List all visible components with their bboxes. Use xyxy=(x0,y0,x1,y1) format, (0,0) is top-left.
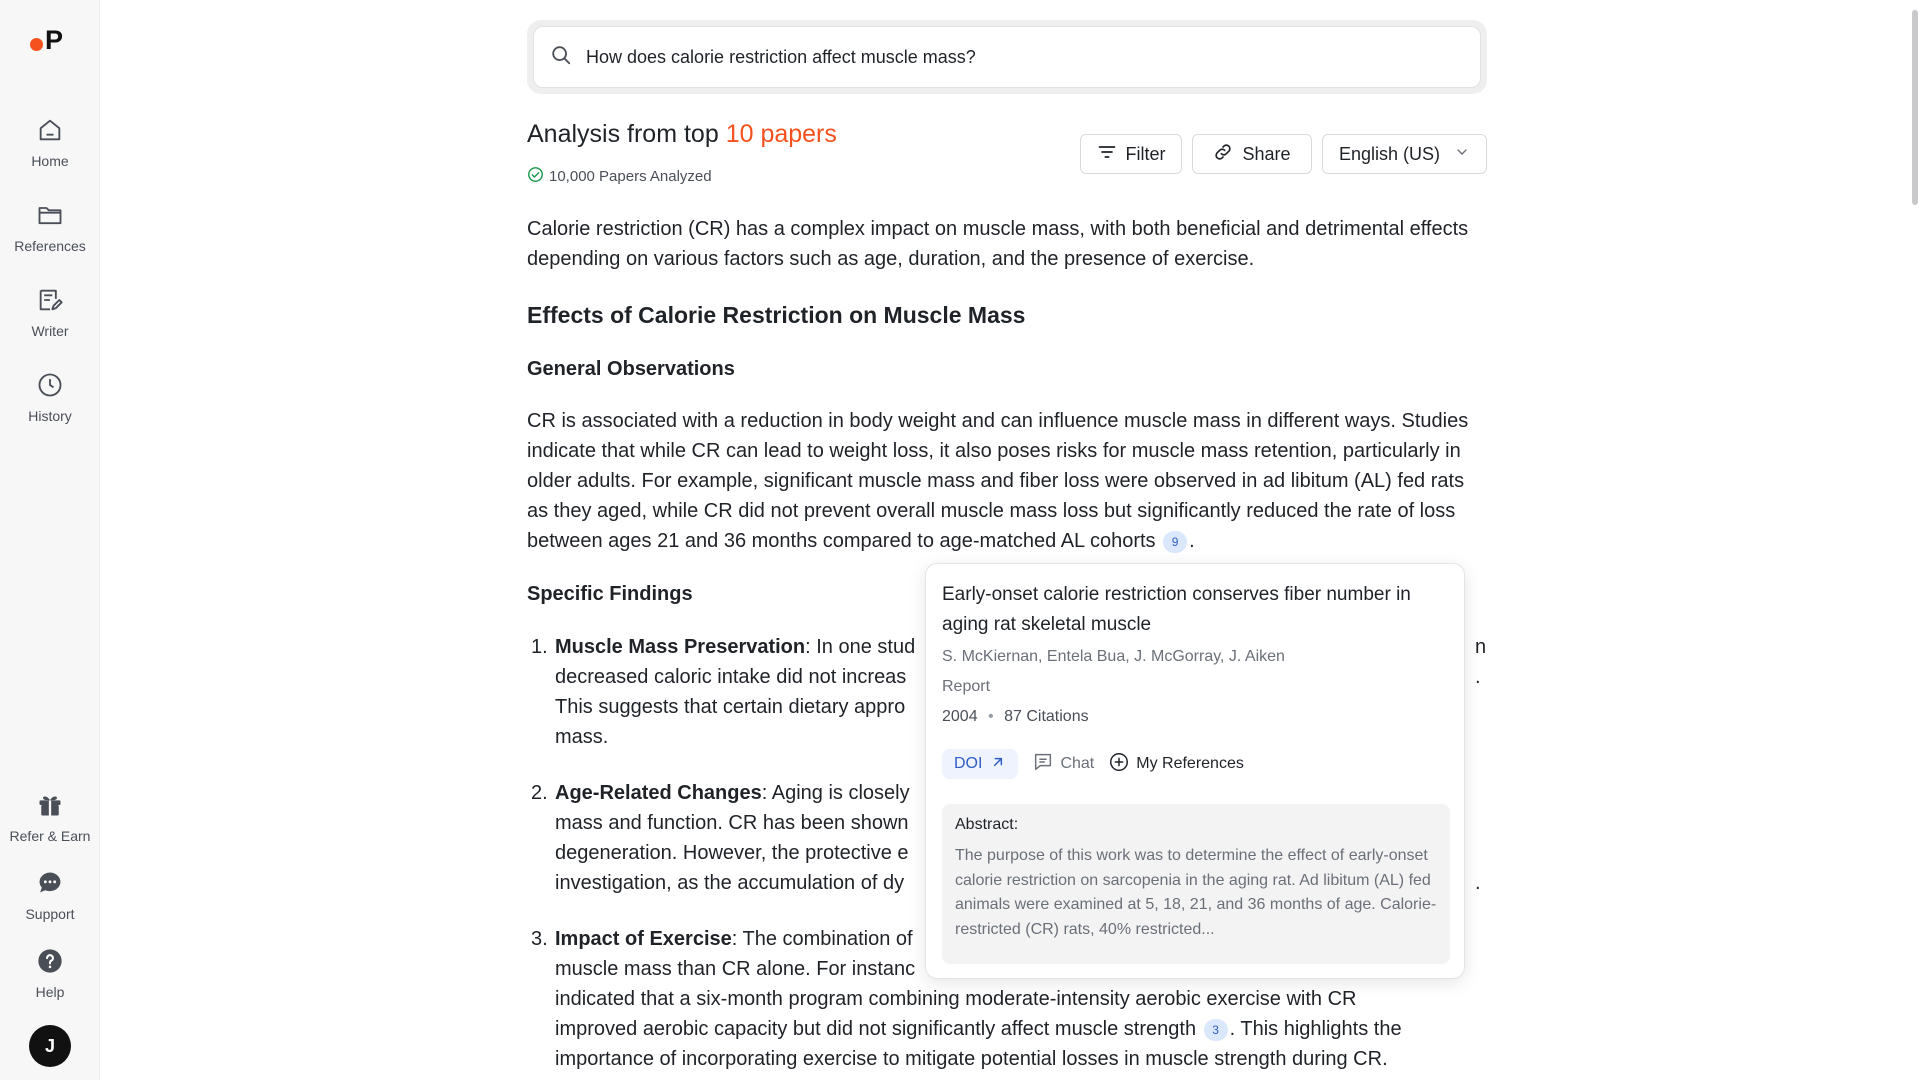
finding-line: decreased caloric intake did not increas xyxy=(555,666,907,688)
scrollbar-thumb[interactable] xyxy=(1912,10,1918,205)
finding-text-right: . xyxy=(1475,666,1481,688)
section-title: Effects of Calorie Restriction on Muscle Mass xyxy=(527,302,1026,328)
abstract-text: The purpose of this work was to determine the effect of early-onset calorie restriction on sarcopenia in the aging rat. Ad libitum (AL) fed animals were examined at 5, 18, 21, and 36 months of age. Calorie-restricted (CR) rats, 40% restricted... xyxy=(955,847,1437,938)
filter-icon xyxy=(1097,142,1117,167)
finding-text-right: . xyxy=(1475,872,1481,894)
results-header xyxy=(527,120,1487,185)
search-bar xyxy=(527,20,1487,94)
check-circle-icon xyxy=(527,166,544,187)
finding-line: importance of incorporating exercise to mitigate potential losses in muscle strength during CR. xyxy=(555,1048,1388,1070)
finding-line: muscle mass than CR alone. For instanc xyxy=(555,958,916,980)
paper-authors: S. McKiernan, Entela Bua, J. McGorray, J. Aiken xyxy=(942,648,1285,665)
help-button[interactable] xyxy=(0,946,100,1000)
list-number: 2. xyxy=(531,782,548,804)
edit-icon xyxy=(35,285,65,315)
chat-bubble-icon xyxy=(35,868,65,898)
folder-icon xyxy=(35,200,65,230)
general-text: CR is associated with a reduction in body weight and can influence muscle mass in different ways. Studies indicate that while CR can lead to weight loss, it also poses risks for muscle mass retention, particularly in older adults. For example, significant muscle mass and fiber loss were observed in ad libitum (AL) fed rats as they aged, while CR did not prevent overall muscle mass loss but significantly reduced the rate of loss between ages 21 and 36 months compared to age-matched AL cohorts xyxy=(527,410,1469,552)
sidebar xyxy=(0,0,100,1080)
language-label: English (US) xyxy=(1338,143,1441,164)
refer-earn-button[interactable] xyxy=(0,790,100,844)
my-references-label: My References xyxy=(1136,755,1244,772)
link-icon xyxy=(1213,142,1233,167)
period: . xyxy=(1189,530,1195,552)
sidebar-item-label: Home xyxy=(31,153,69,169)
plus-circle-icon xyxy=(1108,751,1130,778)
user-avatar[interactable]: J xyxy=(29,1025,71,1067)
chat-button[interactable] xyxy=(1032,751,1094,778)
home-icon xyxy=(35,115,65,145)
dot-separator: • xyxy=(988,708,994,725)
popover-actions xyxy=(942,749,1244,779)
add-to-references-button[interactable] xyxy=(1108,751,1244,778)
sidebar-item-history[interactable] xyxy=(0,370,100,424)
clock-icon xyxy=(35,370,65,400)
sidebar-item-references[interactable] xyxy=(0,200,100,254)
search-icon xyxy=(550,44,572,71)
search-input[interactable] xyxy=(586,47,1464,68)
language-select[interactable] xyxy=(1322,134,1487,174)
paper-type: Report xyxy=(942,678,991,695)
finding-line: mass. xyxy=(555,726,609,748)
search-box xyxy=(533,26,1481,88)
paper-year: 2004 xyxy=(942,708,978,725)
finding-text: : Aging is closely xyxy=(761,782,910,804)
finding-text: : The combination of xyxy=(731,928,913,950)
filter-button[interactable] xyxy=(1080,134,1182,174)
finding-line: degeneration. However, the protective e xyxy=(555,842,909,864)
title-highlight: 10 papers xyxy=(725,120,837,148)
papers-analyzed-status xyxy=(527,166,712,187)
general-paragraph xyxy=(527,406,1487,556)
subsection-general: General Observations xyxy=(527,358,735,380)
sidebar-item-label: History xyxy=(28,408,72,424)
finding-line: investigation, as the accumulation of dy xyxy=(555,872,905,894)
list-number: 3. xyxy=(531,928,548,950)
finding-title: Impact of Exercise xyxy=(555,928,732,950)
finding-line-tail: . This highlights the xyxy=(1229,1018,1402,1040)
list-number: 1. xyxy=(531,636,548,658)
sidebar-item-label: Writer xyxy=(31,323,69,339)
sidebar-item-label: Support xyxy=(25,906,75,922)
sidebar-item-label: Refer & Earn xyxy=(9,828,91,844)
abstract-heading: Abstract: xyxy=(955,816,1019,833)
logo-dot xyxy=(30,38,43,51)
sidebar-item-home[interactable] xyxy=(0,115,100,169)
question-icon xyxy=(35,946,65,976)
citation-popover xyxy=(925,563,1465,979)
chat-icon xyxy=(1032,751,1054,778)
title-prefix: Analysis from top xyxy=(527,120,726,148)
sidebar-item-label: Help xyxy=(35,984,65,1000)
share-label: Share xyxy=(1242,143,1291,164)
citation-badge[interactable]: 3 xyxy=(1204,1019,1228,1041)
support-button[interactable] xyxy=(0,868,100,922)
paper-title[interactable]: Early-onset calorie restriction conserves fiber number in aging rat skeletal muscle xyxy=(942,584,1411,635)
finding-line: This suggests that certain dietary appro xyxy=(555,696,906,718)
doi-button[interactable] xyxy=(942,749,1018,779)
citation-badge[interactable]: 9 xyxy=(1163,531,1187,553)
app-logo[interactable] xyxy=(30,24,63,56)
paper-year-citations xyxy=(942,702,1448,732)
logo-letter: P xyxy=(45,24,64,55)
finding-line: indicated that a six-month program combining moderate-intensity aerobic exercise with CR xyxy=(555,988,1357,1010)
finding-text-right: n xyxy=(1475,636,1487,658)
sidebar-item-label: References xyxy=(14,238,86,254)
intro-paragraph: Calorie restriction (CR) has a complex impact on muscle mass, with both beneficial and detrimental effects depending on various factors such as age, duration, and the presence of exercise. xyxy=(527,218,1469,270)
filter-label: Filter xyxy=(1125,143,1166,164)
gift-icon xyxy=(35,790,65,820)
doi-label: DOI xyxy=(954,755,983,772)
subsection-specific: Specific Findings xyxy=(527,583,693,605)
share-button[interactable] xyxy=(1192,134,1312,174)
abstract-box xyxy=(942,804,1450,964)
finding-title: Muscle Mass Preservation xyxy=(555,636,806,658)
chevron-down-icon xyxy=(1454,144,1470,165)
external-link-icon xyxy=(990,754,1006,775)
chat-label: Chat xyxy=(1060,755,1095,772)
finding-line: improved aerobic capacity but did not significantly affect muscle strength xyxy=(555,1018,1197,1040)
papers-analyzed-text: 10,000 Papers Analyzed xyxy=(549,168,712,185)
finding-title: Age-Related Changes xyxy=(555,782,762,804)
finding-line: mass and function. CR has been shown xyxy=(555,812,909,834)
paper-citations: 87 Citations xyxy=(1004,708,1089,725)
finding-text: : In one stud xyxy=(805,636,916,658)
sidebar-item-writer[interactable] xyxy=(0,285,100,339)
